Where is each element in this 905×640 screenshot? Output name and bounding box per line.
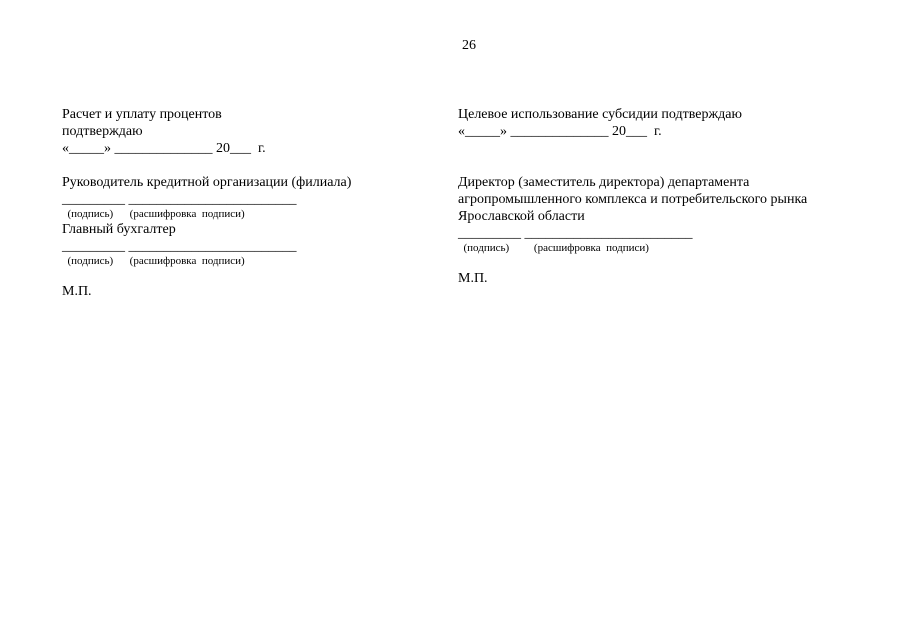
accountant-signature-line: _________ ________________________ [62, 239, 297, 254]
page-number: 26 [462, 38, 476, 53]
head-title: Руководитель кредитной организации (филиала) [62, 175, 352, 190]
right-date-line: «_____» ______________ 20___ г. [458, 124, 662, 139]
spacer [62, 157, 422, 174]
left-confirm-line-1: Расчет и уплату процентов [62, 107, 222, 122]
director-signature-line: _________ ________________________ [458, 226, 693, 241]
spacer [62, 268, 422, 283]
spacer [458, 255, 878, 270]
head-signature-captions: (подпись) (расшифровка подписи) [62, 208, 245, 220]
left-signature-block [62, 106, 422, 300]
director-title-line-1: Директор (заместитель директора) департамента [458, 175, 750, 190]
right-confirm-line: Целевое использование субсидии подтверждаю [458, 107, 742, 122]
director-title-line-2: агропромышленного комплекса и потребительского рынка [458, 192, 808, 207]
right-stamp-label: М.П. [458, 271, 488, 286]
spacer [458, 157, 878, 174]
director-title-line-3: Ярославской области [458, 209, 585, 224]
left-confirm-line-2: подтверждаю [62, 124, 143, 139]
left-date-line: «_____» ______________ 20___ г. [62, 141, 266, 156]
right-signature-block [458, 106, 878, 287]
accountant-signature-captions: (подпись) (расшифровка подписи) [62, 255, 245, 267]
spacer [458, 140, 878, 157]
accountant-title: Главный бухгалтер [62, 222, 176, 237]
left-stamp-label: М.П. [62, 284, 92, 299]
director-signature-captions: (подпись) (расшифровка подписи) [458, 242, 649, 254]
head-signature-line: _________ ________________________ [62, 192, 297, 207]
